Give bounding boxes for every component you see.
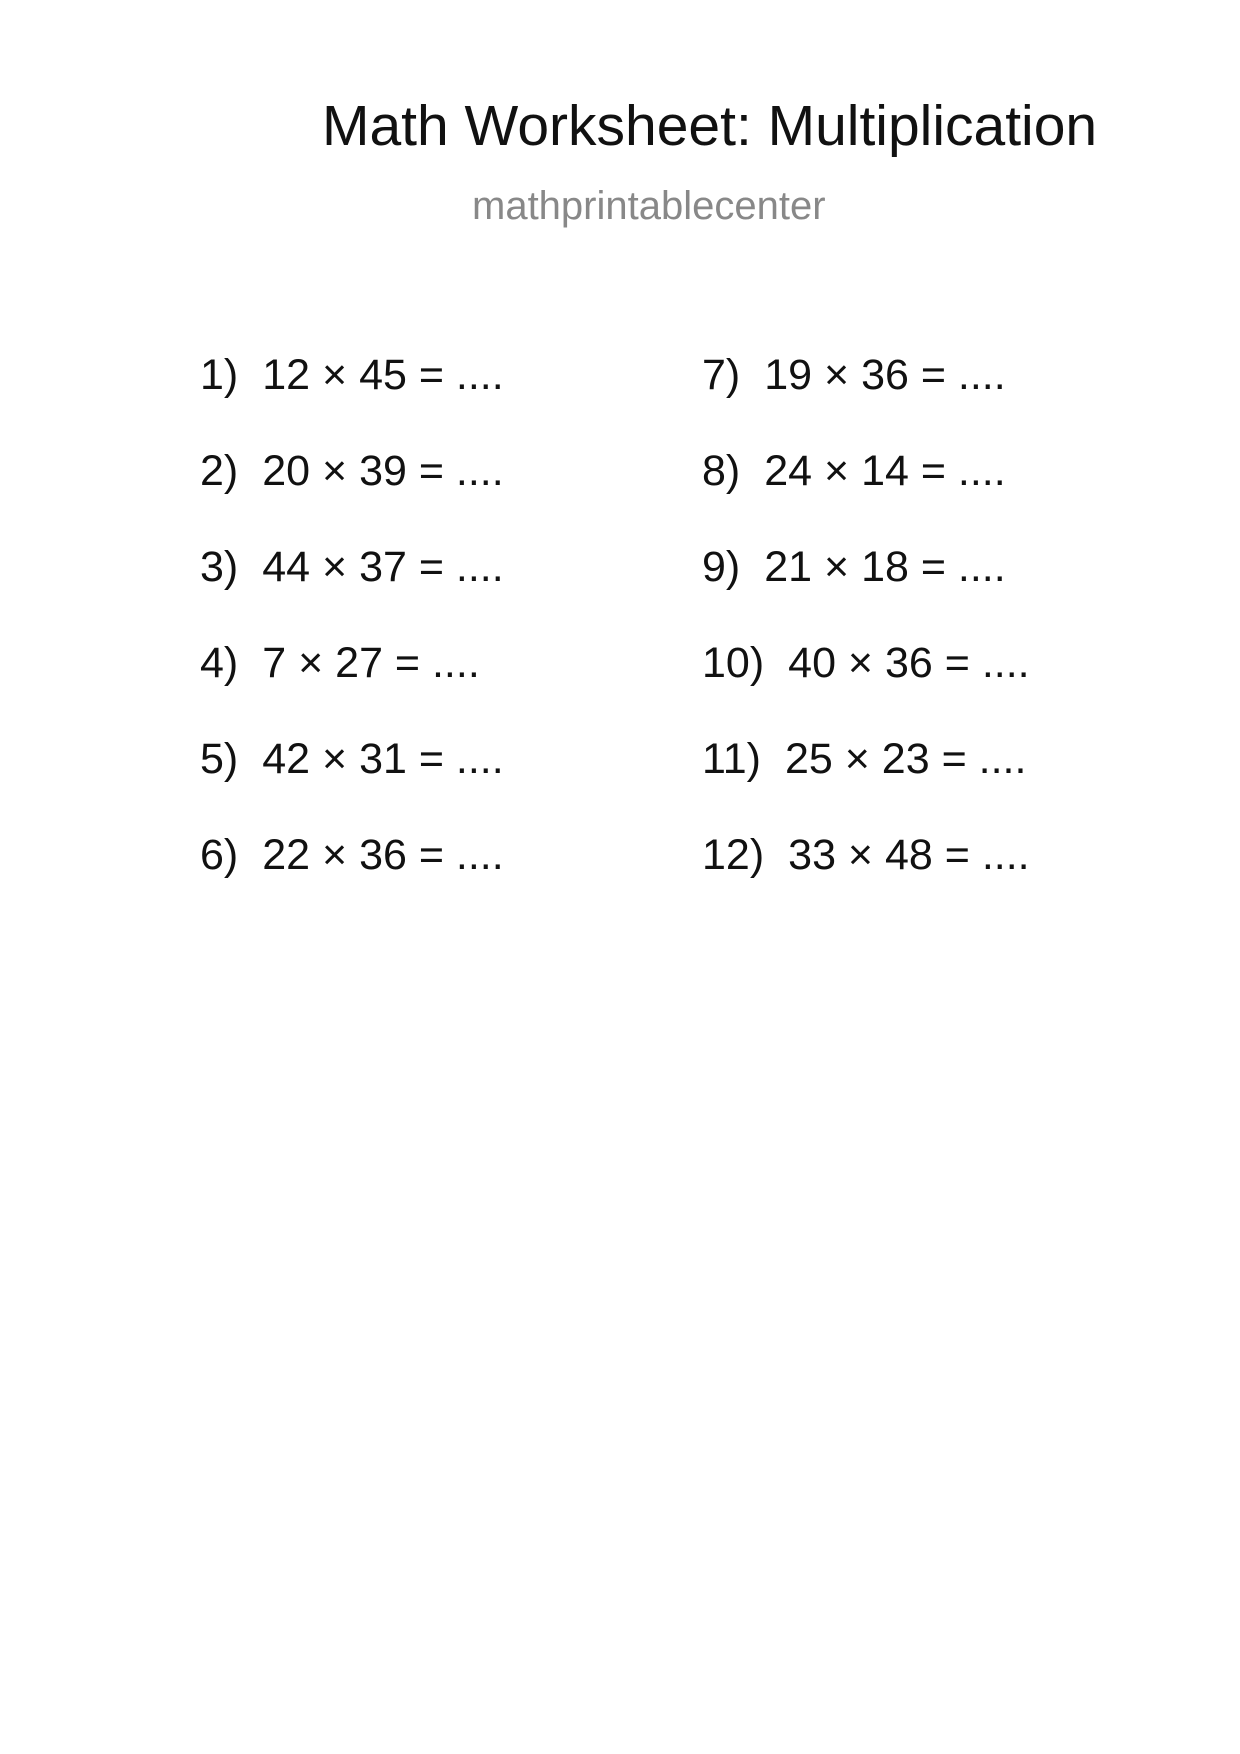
problem-10 [702,639,1030,738]
problem-number: 12) [702,831,765,879]
problem-6 [200,831,504,930]
problem-expression: 19 × 36 = .... [764,351,1006,399]
problem-expression: 22 × 36 = .... [262,831,504,879]
problem-number: 5) [200,735,239,783]
problem-3 [200,543,504,642]
problem-4 [200,639,504,738]
problem-expression: 42 × 31 = .... [262,735,504,783]
problem-5 [200,735,504,834]
problem-2 [200,447,504,546]
problem-number: 8) [702,447,741,495]
problem-number: 10) [702,639,765,687]
problem-expression: 12 × 45 = .... [262,351,504,399]
page-subtitle: mathprintablecenter [472,184,826,228]
problem-expression: 25 × 23 = .... [784,735,1027,783]
problem-number: 4) [200,639,239,687]
problem-number: 2) [200,447,239,495]
problem-number: 3) [200,543,239,591]
problem-expression: 44 × 37 = .... [262,543,504,591]
problem-11 [702,735,1030,834]
problem-expression: 40 × 36 = .... [788,639,1030,687]
problem-1 [200,351,504,450]
problem-column-left [200,351,504,930]
problem-9 [702,543,1030,642]
problem-expression: 21 × 18 = .... [764,543,1006,591]
problem-column-right [702,351,1030,930]
problem-expression: 33 × 48 = .... [788,831,1030,879]
problem-expression: 7 × 27 = .... [262,639,480,687]
problem-number: 11) [702,735,761,783]
problem-12 [702,831,1030,930]
problem-8 [702,447,1030,546]
problem-expression: 20 × 39 = .... [262,447,504,495]
page-title: Math Worksheet: Multiplication [322,94,1098,158]
problem-expression: 24 × 14 = .... [764,447,1006,495]
problem-7 [702,351,1030,450]
problem-number: 6) [200,831,239,879]
problem-number: 1) [200,351,239,399]
problem-number: 7) [702,351,741,399]
problem-number: 9) [702,543,741,591]
